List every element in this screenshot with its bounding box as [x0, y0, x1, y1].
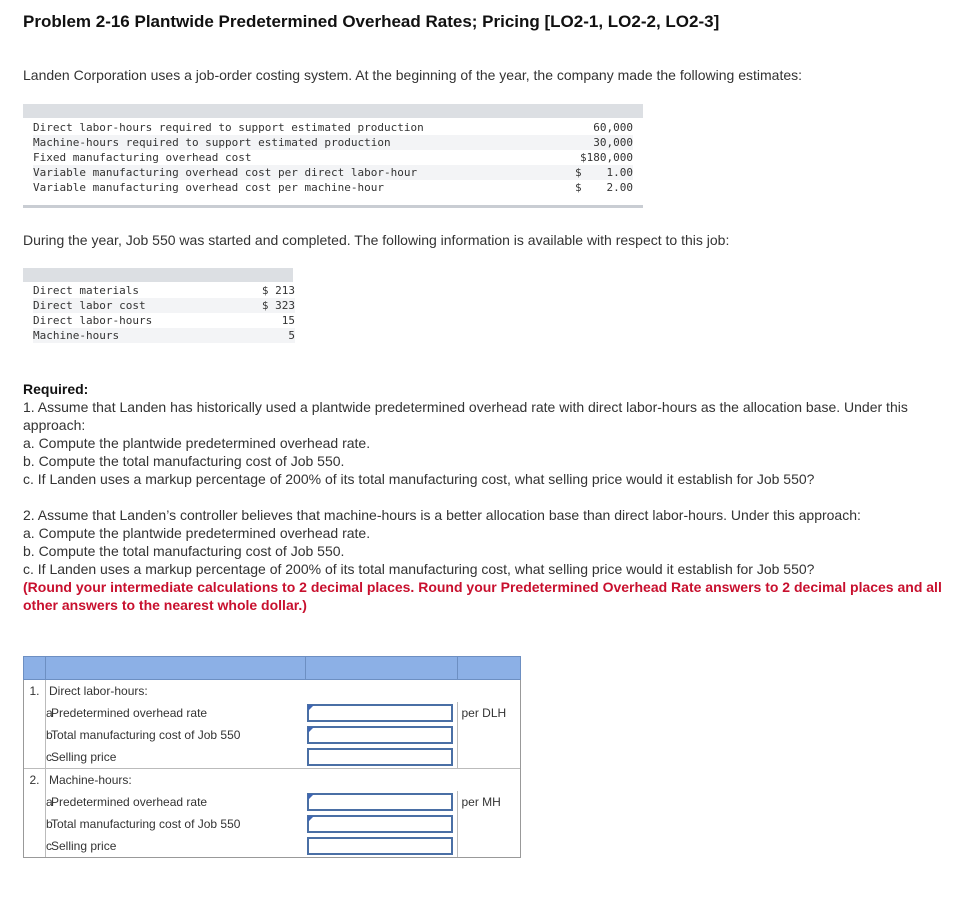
rounding-note: (Round your intermediate calculations to 2 decimal places. Round your Predetermined Overhead Rate answers to 2 decimal places and all other answers to the nearest whole dollar.): [23, 579, 942, 613]
estimate-row: [33, 180, 633, 195]
section-label: Machine-hours:: [46, 769, 306, 792]
estimate-value: 1.00: [606, 166, 633, 179]
estimate-currency: $: [575, 181, 582, 194]
mh-rate-input[interactable]: [309, 795, 451, 809]
dlh-rate-input[interactable]: [309, 706, 451, 720]
row-letter: b: [46, 817, 53, 831]
section-number: 2.: [24, 769, 46, 792]
row-letter: a: [46, 706, 53, 720]
row-label: Predetermined overhead rate: [51, 795, 208, 809]
section-label: Direct labor-hours:: [46, 680, 306, 703]
required-part1b: b. Compute the total manufacturing cost of Job 550.: [23, 453, 345, 469]
required-part1a: a. Compute the plantwide predetermined overhead rate.: [23, 435, 371, 451]
intro-text: Landen Corporation uses a job-order costing system. At the beginning of the year, the company made the following estimates:: [23, 67, 803, 83]
dlh-selling-price-input[interactable]: [309, 750, 451, 764]
job-row: [33, 298, 295, 313]
row-label: Selling price: [51, 839, 117, 853]
estimate-value: 2.00: [606, 181, 633, 194]
section-row-mh: [24, 769, 521, 792]
estimate-value: 30,000: [593, 136, 633, 149]
required-part2a: a. Compute the plantwide predetermined overhead rate.: [23, 525, 371, 541]
job-label: Direct materials: [33, 284, 139, 297]
row-label: Total manufacturing cost of Job 550: [51, 817, 241, 831]
flag-icon: [308, 816, 314, 822]
estimate-value: $180,000: [580, 151, 633, 164]
row-label: Selling price: [51, 750, 117, 764]
job-label: Direct labor-hours: [33, 314, 153, 327]
job-row: [33, 283, 295, 298]
required-heading: Required:: [23, 381, 89, 397]
estimate-currency: $: [575, 166, 582, 179]
mh-selling-price-input[interactable]: [309, 839, 451, 853]
job-row: [33, 313, 295, 328]
required-part2c: c. If Landen uses a markup percentage of 200% of its total manufacturing cost, what selling price would it establish for Job 550?: [23, 561, 815, 577]
row-letter: c: [46, 839, 52, 853]
answer-row: [24, 813, 521, 835]
row-label: Predetermined overhead rate: [51, 706, 208, 720]
row-label: Total manufacturing cost of Job 550: [51, 728, 241, 742]
required-section: [23, 380, 953, 614]
row-letter: a: [46, 795, 53, 809]
row-letter: c: [46, 750, 52, 764]
job-value: $ 213: [261, 284, 295, 297]
unit-label: per DLH: [461, 706, 507, 720]
estimates-table: [23, 104, 643, 208]
flag-icon: [308, 705, 314, 711]
job-table: [23, 268, 293, 346]
estimate-row: [33, 165, 633, 180]
answer-row: [24, 724, 521, 746]
estimate-label: Direct labor-hours required to support estimated production: [33, 121, 424, 134]
answer-table-header: [24, 657, 521, 680]
answer-row: [24, 791, 521, 813]
job-value: $ 323: [261, 299, 295, 312]
estimate-label: Machine-hours required to support estimated production: [33, 136, 391, 149]
unit-label: per MH: [461, 795, 501, 809]
section-number: 1.: [24, 680, 46, 703]
section-row-dlh: [24, 680, 521, 703]
estimate-row: [33, 150, 633, 165]
flag-icon: [308, 727, 314, 733]
flag-icon: [308, 794, 314, 800]
estimate-row: [33, 120, 633, 135]
job-value: 15: [281, 314, 295, 327]
job-row: [33, 328, 295, 343]
answer-row: [24, 835, 521, 858]
problem-title: Problem 2-16 Plantwide Predetermined Overhead Rates; Pricing [LO2-1, LO2-2, LO2-3]: [23, 12, 720, 31]
estimate-label: Variable manufacturing overhead cost per direct labor-hour: [33, 166, 418, 179]
job-label: Direct labor cost: [33, 299, 146, 312]
required-part1: 1. Assume that Landen has historically used a plantwide predetermined overhead rate with direct labor-hours as the allocation base. Under this approach:: [23, 399, 908, 433]
required-part2: 2. Assume that Landen’s controller believes that machine-hours is a better allocation base than direct labor-hours. Under this approach:: [23, 507, 861, 523]
estimate-label: Fixed manufacturing overhead cost: [33, 151, 252, 164]
mh-total-cost-input[interactable]: [309, 817, 451, 831]
required-part2b: b. Compute the total manufacturing cost of Job 550.: [23, 543, 345, 559]
estimate-value: 60,000: [593, 121, 633, 134]
job-intro-text: During the year, Job 550 was started and completed. The following information is available with respect to this job:: [23, 232, 730, 248]
answer-row: [24, 746, 521, 769]
row-letter: b: [46, 728, 53, 742]
required-part1c: c. If Landen uses a markup percentage of 200% of its total manufacturing cost, what selling price would it establish for Job 550?: [23, 471, 815, 487]
answer-table: [23, 656, 521, 858]
estimate-label: Variable manufacturing overhead cost per machine-hour: [33, 181, 384, 194]
job-value: 5: [288, 329, 295, 342]
answer-row: [24, 702, 521, 724]
job-label: Machine-hours: [33, 329, 120, 342]
estimate-row: [33, 135, 633, 150]
dlh-total-cost-input[interactable]: [309, 728, 451, 742]
